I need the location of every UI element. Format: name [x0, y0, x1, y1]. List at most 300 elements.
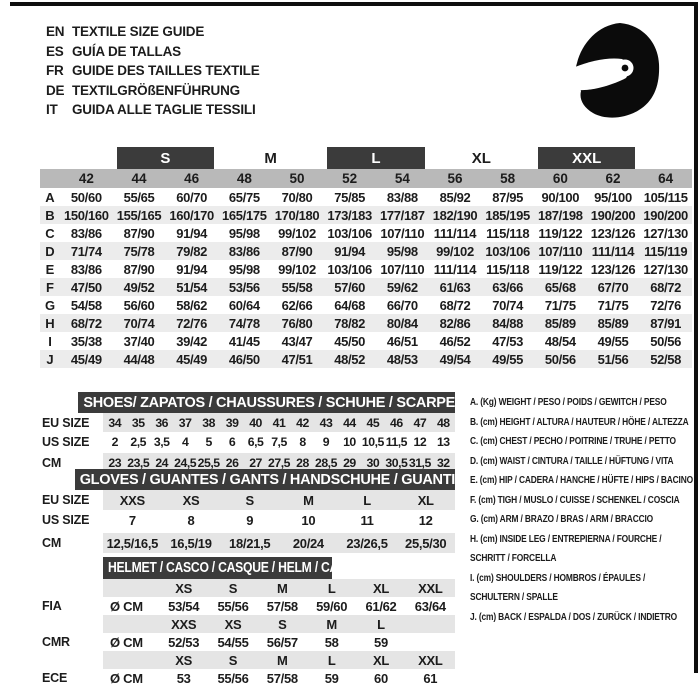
table-cell: 182/190 — [432, 207, 478, 223]
value-cell: 47 — [413, 415, 427, 430]
table-cell: 37/40 — [123, 333, 155, 349]
size-group-xxl: XXL — [538, 147, 635, 169]
value-cell: 56/57 — [266, 634, 298, 650]
shoes-section-header — [78, 392, 455, 413]
helmet-section-title: HELMET / CASCO / CASQUE / HELM / CASCO — [108, 560, 364, 576]
table-row — [40, 296, 692, 314]
table-row — [40, 260, 692, 278]
table-cell: 85/89 — [544, 315, 576, 331]
diameter-unit-cell: Ø CM — [110, 670, 143, 686]
main-size-table — [40, 147, 692, 368]
value-cell: 63/64 — [414, 598, 446, 614]
legend-item — [470, 432, 700, 452]
value-cell: 45 — [366, 415, 380, 430]
language-label: GUÍA DE TALLAS — [72, 43, 181, 59]
table-cell: 75/78 — [123, 243, 155, 259]
row-label: CM — [42, 536, 62, 550]
value-cell: XS — [224, 616, 242, 632]
language-code: ES — [46, 43, 64, 59]
language-label: GUIDE DES TAILLES TEXTILE — [72, 63, 260, 79]
value-cell: XS — [182, 492, 200, 508]
row-values — [103, 510, 455, 530]
value-cell: 60 — [374, 670, 388, 686]
gloves-header-row — [42, 469, 455, 490]
row-label: CMR — [42, 635, 70, 649]
value-cell: XXL — [418, 580, 443, 596]
table-cell: 46/50 — [228, 351, 260, 367]
table-row — [40, 224, 692, 242]
table-cell: 107/110 — [380, 261, 425, 277]
row-values — [103, 669, 455, 687]
table-cell: 45/49 — [176, 351, 208, 367]
value-cell: 3,5 — [153, 434, 170, 449]
value-cell: 39 — [225, 415, 239, 430]
value-cell: 38 — [202, 415, 215, 430]
language-code: IT — [46, 102, 58, 118]
row-key: I — [48, 333, 52, 349]
table-cell: 105/115 — [643, 189, 688, 205]
table-cell: 72/76 — [176, 315, 208, 331]
value-cell: L — [377, 616, 385, 632]
size-group-xl: XL — [471, 149, 491, 167]
value-cell: XS — [175, 580, 193, 596]
table-cell: 190/200 — [590, 207, 636, 223]
table-cell: 44/48 — [123, 351, 155, 367]
table-row — [40, 350, 692, 368]
table-cell: 68/72 — [650, 279, 682, 295]
table-cell: 91/94 — [176, 225, 208, 241]
gloves-section — [42, 469, 455, 553]
value-cell: 12 — [413, 434, 427, 449]
table-cell: 50/56 — [650, 333, 682, 349]
table-cell: 47/51 — [281, 351, 313, 367]
table-cell: 155/165 — [116, 207, 162, 223]
value-cell: 8 — [299, 434, 306, 449]
value-cell: 12,5/16,5 — [106, 535, 159, 551]
value-cell: 25,5 — [197, 455, 220, 470]
helmet-rows — [42, 579, 455, 687]
table-cell: 54/58 — [70, 297, 102, 313]
value-cell: 41 — [272, 415, 286, 430]
table-cell: 78/82 — [334, 315, 366, 331]
value-cell: 2 — [111, 434, 118, 449]
table-cell: 70/74 — [123, 315, 155, 331]
table-cell: 35/38 — [70, 333, 102, 349]
language-label: TEXTILE SIZE GUIDE — [72, 24, 205, 40]
table-cell: 111/114 — [591, 243, 635, 259]
table-cell: 127/130 — [643, 225, 688, 241]
table-cell: 95/98 — [228, 261, 260, 277]
table-cell: 87/91 — [650, 315, 682, 331]
value-cell: S — [228, 580, 238, 596]
size-number: 58 — [500, 171, 516, 186]
legend-line: E. (cm) HIP / CADERA / HANCHE / HÜFTE / HIPS / BACINO — [470, 474, 694, 486]
legend-line: B. (cm) HEIGHT / ALTURA / HAUTEUR / HÖHE / ALTEZZA — [470, 415, 689, 428]
value-cell: 8 — [187, 512, 195, 528]
table-cell: 39/42 — [176, 333, 208, 349]
row-label: EU SIZE — [42, 493, 90, 507]
table-cell: 74/78 — [228, 315, 260, 331]
legend-line: F. (cm) TIGH / MUSLO / CUISSE / SCHENKEL / COSCIA — [470, 493, 680, 506]
value-cell: 59 — [324, 670, 339, 686]
row-key: C — [45, 225, 55, 241]
gloves-section-title: GLOVES / GUANTES / GANTS / HANDSCHUHE / GUANTI — [79, 471, 455, 488]
value-cell: 12 — [418, 512, 433, 528]
value-cell: XXL — [418, 652, 443, 668]
table-cell: 95/98 — [386, 243, 418, 259]
shoes-header-row — [42, 392, 455, 413]
language-row — [46, 81, 260, 101]
value-cell: 2,5 — [130, 434, 146, 449]
table-cell: 66/70 — [386, 297, 418, 313]
section-row — [42, 510, 455, 530]
diameter-unit-cell: Ø CM — [110, 598, 143, 614]
value-cell: 9 — [246, 512, 254, 528]
value-cell: XL — [417, 492, 434, 508]
table-cell: 63/66 — [492, 279, 524, 295]
spacer — [42, 469, 75, 490]
table-cell: 99/102 — [278, 225, 316, 241]
value-cell: 61/62 — [365, 598, 397, 614]
table-cell: 187/198 — [538, 207, 583, 223]
value-cell: M — [303, 492, 314, 508]
row-label: EU SIZE — [42, 415, 90, 430]
row-label: US SIZE — [42, 434, 90, 449]
row-label — [42, 615, 103, 633]
table-row — [40, 314, 692, 332]
value-cell: 5 — [205, 434, 212, 449]
legend-item — [470, 510, 700, 530]
value-cell: 16,5/19 — [170, 535, 212, 551]
row-values — [103, 615, 455, 633]
row-label: ECE — [42, 671, 68, 685]
helmet-header-row — [42, 557, 455, 579]
value-cell: 9 — [322, 434, 330, 449]
table-cell: 111/114 — [433, 261, 477, 277]
row-key: F — [46, 279, 54, 295]
helmet-row — [42, 579, 455, 597]
value-cell: 30 — [366, 455, 380, 470]
value-cell: 52/53 — [168, 634, 200, 650]
legend-item — [470, 569, 700, 608]
table-cell: 48/54 — [544, 333, 576, 349]
table-cell: 150/160 — [64, 207, 109, 223]
row-key: J — [46, 351, 54, 367]
table-cell: 56/60 — [123, 297, 155, 313]
table-cell: 60/64 — [228, 297, 260, 313]
table-row — [40, 188, 692, 206]
table-cell: 41/45 — [228, 333, 260, 349]
table-cell: 111/114 — [433, 225, 477, 241]
table-cell: 61/63 — [439, 279, 471, 295]
value-cell: 59/60 — [316, 598, 348, 614]
table-cell: 52/58 — [650, 351, 682, 367]
table-cell: 91/94 — [176, 261, 208, 277]
language-label: GUIDA ALLE TAGLIE TESSILI — [72, 102, 256, 118]
table-cell: 59/62 — [386, 279, 418, 295]
size-number: 50 — [289, 171, 305, 186]
table-cell: 55/58 — [281, 279, 313, 295]
size-number: 42 — [78, 171, 94, 186]
table-cell: 68/72 — [70, 315, 102, 331]
value-cell: XL — [372, 580, 389, 596]
table-cell: 90/100 — [541, 189, 580, 205]
table-cell: 87/90 — [123, 225, 155, 241]
value-cell: 28,5 — [314, 455, 337, 470]
value-cell: XXS — [171, 616, 197, 632]
row-values — [103, 597, 455, 615]
shoes-rows — [42, 413, 455, 472]
table-cell: 50/60 — [70, 189, 102, 205]
table-cell: 46/52 — [439, 333, 471, 349]
photo-frame-top — [10, 2, 698, 6]
table-cell: 119/122 — [538, 261, 583, 277]
table-cell: 119/122 — [538, 225, 583, 241]
size-number: 60 — [552, 171, 568, 186]
value-cell: 11,5 — [385, 434, 407, 449]
table-cell: 82/86 — [439, 315, 471, 331]
shoes-section-title: SHOES/ ZAPATOS / CHAUSSURES / SCHUHE / SCARPE — [83, 394, 455, 411]
table-cell: 79/82 — [176, 243, 208, 259]
value-cell: 48 — [436, 415, 450, 430]
legend-item — [470, 471, 700, 491]
table-cell: 47/53 — [492, 333, 524, 349]
table-cell: 160/170 — [169, 207, 214, 223]
table-cell: 51/54 — [176, 279, 208, 295]
table-cell: 53/56 — [228, 279, 260, 295]
gloves-section-header — [75, 469, 455, 490]
table-cell: 107/110 — [380, 225, 425, 241]
size-number: 64 — [658, 171, 674, 186]
table-cell: 45/50 — [334, 333, 366, 349]
language-code: DE — [46, 82, 65, 98]
table-row — [40, 206, 692, 224]
value-cell: 32 — [436, 455, 450, 470]
language-row — [46, 100, 260, 120]
legend-line: H. (cm) INSIDE LEG / ENTREPIERNA / FOURCHE / — [470, 532, 662, 545]
table-cell: 107/110 — [538, 243, 583, 259]
value-cell: 55/56 — [217, 598, 249, 614]
table-cell: 103/106 — [485, 243, 530, 259]
size-number-row — [40, 169, 692, 188]
helmet-section-header — [103, 557, 364, 579]
table-cell: 50/56 — [544, 351, 576, 367]
value-cell: L — [363, 492, 371, 508]
table-cell: 103/106 — [327, 225, 372, 241]
size-number: 48 — [236, 171, 252, 186]
row-key: E — [45, 261, 55, 277]
value-cell: S — [278, 616, 287, 632]
table-cell: 95/100 — [594, 189, 632, 205]
value-cell: 6,5 — [247, 434, 264, 449]
legend-item — [470, 413, 700, 433]
section-row — [42, 490, 455, 510]
row-values — [103, 432, 455, 451]
legend-item — [470, 393, 700, 413]
value-cell: 57/58 — [266, 670, 298, 686]
diameter-unit-cell: Ø CM — [110, 634, 143, 650]
legend-line: A. (Kg) WEIGHT / PESO / POIDS / GEWITCH / PESO — [470, 396, 667, 408]
row-label: US SIZE — [42, 513, 90, 527]
row-key: B — [45, 207, 55, 223]
value-cell: 10 — [301, 512, 316, 528]
table-cell: 49/55 — [492, 351, 524, 367]
value-cell: 36 — [155, 415, 169, 430]
size-number: 62 — [605, 171, 621, 186]
helmet-section — [42, 557, 455, 687]
table-cell: 45/49 — [70, 351, 102, 367]
table-cell: 170/180 — [274, 207, 320, 223]
language-list — [46, 22, 260, 120]
row-values — [103, 413, 455, 432]
legend-line: C. (cm) CHEST / PECHO / POITRINE / TRUHE / PETTO — [470, 435, 676, 447]
value-cell: 59 — [374, 634, 388, 650]
helmet-row — [42, 651, 455, 669]
legend-item — [470, 608, 700, 628]
main-size-table-body — [40, 188, 692, 368]
value-cell: S — [245, 492, 254, 508]
section-row — [42, 413, 455, 432]
table-row — [40, 332, 692, 350]
table-cell: 68/72 — [439, 297, 471, 313]
size-number: 54 — [394, 171, 410, 186]
value-cell: 34 — [108, 415, 122, 430]
table-cell: 51/56 — [597, 351, 629, 367]
value-cell: 29 — [343, 455, 356, 470]
value-cell: 40 — [249, 415, 262, 430]
value-cell: 42 — [296, 415, 309, 430]
value-cell: 7 — [128, 512, 136, 528]
value-cell: 10 — [343, 434, 356, 449]
table-cell: 46/51 — [386, 333, 418, 349]
value-cell: 37 — [178, 415, 192, 430]
language-row — [46, 42, 260, 62]
value-cell: XXS — [119, 492, 145, 508]
value-cell: 30,5 — [385, 455, 408, 470]
value-cell: XS — [175, 652, 193, 668]
table-cell: 173/183 — [327, 207, 372, 223]
table-cell: 75/85 — [334, 189, 366, 205]
value-cell: 61 — [423, 670, 438, 686]
table-cell: 95/98 — [228, 225, 260, 241]
row-label: CM — [42, 455, 62, 470]
shoes-section — [42, 392, 455, 472]
value-cell: 11 — [360, 512, 374, 528]
value-cell: 6 — [228, 434, 236, 449]
table-cell: 58/62 — [176, 297, 208, 313]
value-cell: 26 — [225, 455, 239, 470]
measurement-legend — [470, 393, 700, 627]
value-cell: 46 — [390, 415, 403, 430]
table-cell: 85/89 — [597, 315, 629, 331]
table-cell: 71/74 — [70, 243, 102, 259]
table-cell: 71/75 — [597, 297, 629, 313]
table-cell: 64/68 — [334, 297, 366, 313]
table-row — [40, 278, 692, 296]
language-code: EN — [46, 24, 65, 40]
value-cell: M — [326, 616, 337, 632]
table-cell: 99/102 — [436, 243, 474, 259]
table-cell: 57/60 — [334, 279, 366, 295]
row-key: D — [45, 243, 55, 259]
table-cell: 67/70 — [597, 279, 629, 295]
table-cell: 123/126 — [590, 261, 636, 277]
table-row — [40, 242, 692, 260]
table-cell: 62/66 — [281, 297, 313, 313]
value-cell: 35 — [131, 415, 145, 430]
section-row — [42, 533, 455, 553]
table-cell: 71/75 — [544, 297, 576, 313]
table-cell: 47/50 — [70, 279, 102, 295]
value-cell: 23/26,5 — [346, 535, 388, 551]
table-cell: 127/130 — [643, 261, 688, 277]
table-cell: 83/88 — [386, 189, 418, 205]
table-cell: 65/75 — [228, 189, 260, 205]
row-values — [103, 651, 455, 669]
spacer — [42, 392, 78, 413]
value-cell: 18/21,5 — [229, 535, 271, 551]
table-cell: 70/74 — [492, 297, 524, 313]
value-cell: L — [327, 652, 336, 668]
helmet-row — [42, 597, 455, 615]
size-number: 44 — [131, 171, 147, 186]
language-code: FR — [46, 63, 64, 79]
table-cell: 49/52 — [123, 279, 155, 295]
table-cell: 103/106 — [327, 261, 372, 277]
value-cell: 13 — [436, 434, 450, 449]
legend-item — [470, 452, 700, 472]
table-cell: 115/119 — [644, 243, 688, 259]
value-cell: 24,5 — [174, 455, 197, 470]
helmet-row — [42, 615, 455, 633]
table-cell: 60/70 — [176, 189, 208, 205]
value-cell: 7,5 — [271, 434, 287, 449]
size-number: 46 — [184, 171, 200, 186]
value-cell: 53 — [176, 670, 191, 686]
table-cell: 87/90 — [281, 243, 313, 259]
value-cell: 55/56 — [217, 670, 249, 686]
table-cell: 83/86 — [70, 225, 102, 241]
legend-line: D. (cm) WAIST / CINTURA / TAILLE / HÜFTUNG / VITA — [470, 454, 674, 467]
value-cell: M — [277, 580, 288, 596]
table-cell: 165/175 — [222, 207, 267, 223]
legend-item — [470, 491, 700, 511]
table-cell: 48/52 — [334, 351, 366, 367]
table-cell: 72/76 — [650, 297, 682, 313]
table-cell: 190/200 — [643, 207, 688, 223]
language-row — [46, 61, 260, 81]
table-cell: 115/118 — [486, 261, 530, 277]
row-values — [103, 533, 455, 553]
table-cell: 76/80 — [281, 315, 313, 331]
table-cell: 49/55 — [597, 333, 629, 349]
value-cell: 53/54 — [168, 598, 200, 614]
table-cell: 80/84 — [386, 315, 418, 331]
spacer — [42, 557, 103, 579]
value-cell: 28 — [296, 455, 309, 470]
value-cell: 24 — [155, 455, 169, 470]
value-cell: 20/24 — [292, 535, 324, 551]
legend-line: SCHULTERN / SPALLE — [470, 591, 558, 603]
value-cell: 27 — [249, 455, 262, 470]
table-cell: 91/94 — [334, 243, 366, 259]
value-cell: L — [327, 580, 336, 596]
value-cell: 58 — [324, 634, 339, 650]
table-cell: 49/54 — [439, 351, 471, 367]
table-cell: 55/65 — [123, 189, 155, 205]
table-cell: 87/90 — [123, 261, 155, 277]
value-cell: XL — [372, 652, 389, 668]
